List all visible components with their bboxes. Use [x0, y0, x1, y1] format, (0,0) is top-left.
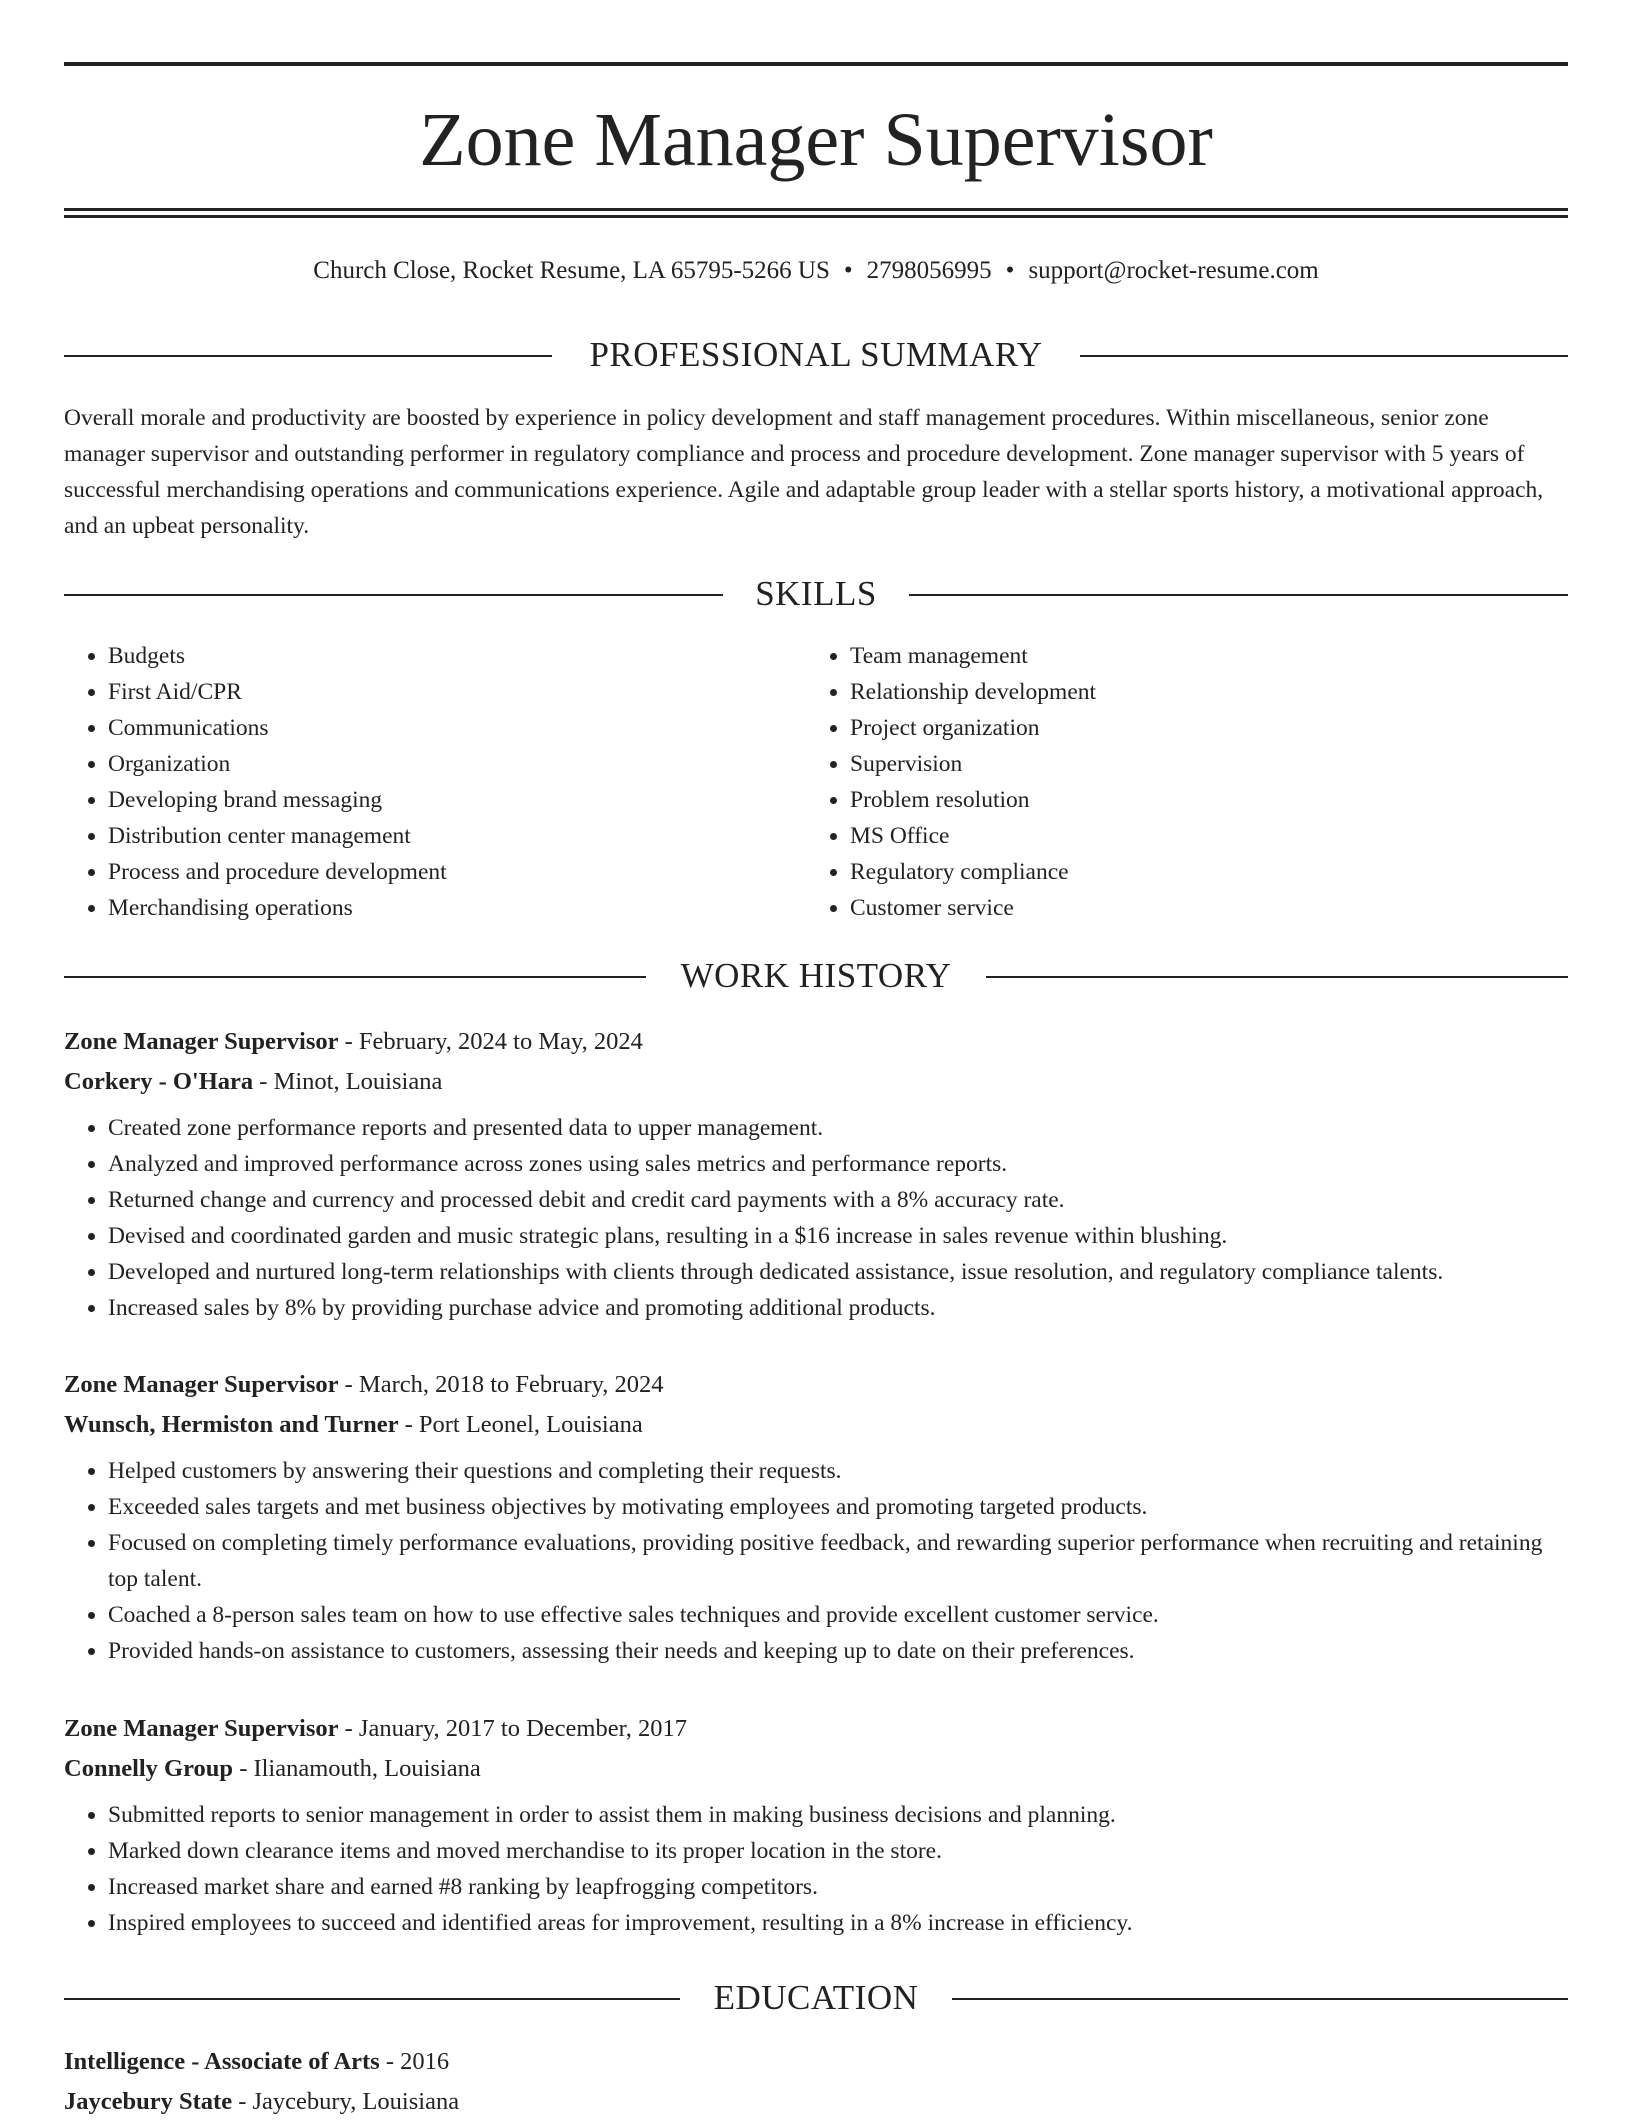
skill-item: • Team management [850, 638, 1096, 674]
heading-rule-right [986, 976, 1568, 978]
skill-item: • Communications [108, 710, 447, 746]
header-double-rule-bottom [64, 215, 1568, 218]
header-double-rule-top [64, 208, 1568, 211]
job-entry [64, 1365, 1568, 1669]
heading-rule-right [952, 1998, 1568, 2000]
job-bullet: • Created zone performance reports and presented data to upper management. [108, 1110, 1568, 1146]
summary-heading: PROFESSIONAL SUMMARY [589, 335, 1043, 374]
work-heading: WORK HISTORY [680, 956, 952, 995]
education-location: - Jaycebury, Louisiana [232, 2088, 460, 2115]
job-company: Corkery - O'Hara [64, 1068, 254, 1095]
job-title: Zone Manager Supervisor [64, 1371, 339, 1398]
job-bullet: • Provided hands-on assistance to customers, assessing their needs and keeping up to date on their preferences. [108, 1633, 1568, 1669]
work-heading-block [64, 956, 1568, 996]
job-company: Connelly Group [64, 1755, 234, 1782]
skill-item: • Relationship development [850, 674, 1096, 710]
job-bullet: • Developed and nurtured long-term relationships with clients through dedicated assistance, issue resolution, and regulatory compliance talents. [108, 1254, 1568, 1290]
job-bullet: • Analyzed and improved performance across zones using sales metrics and performance reports. [108, 1146, 1568, 1182]
education-year: - 2016 [379, 2048, 450, 2075]
candidate-name: Zone Manager Supervisor [419, 98, 1213, 182]
contact-phone: 2798056995 [866, 257, 992, 284]
job-title: Zone Manager Supervisor [64, 1028, 339, 1055]
job-bullet: • Returned change and currency and processed debit and credit card payments with a 8% accuracy rate. [108, 1182, 1568, 1218]
skill-item: • Process and procedure development [108, 854, 447, 890]
skill-item: • Organization [108, 746, 447, 782]
skill-item: • Supervision [850, 746, 1096, 782]
heading-rule-right [909, 594, 1568, 596]
top-rule [64, 62, 1568, 66]
education-degree: Intelligence - Associate of Arts [64, 2048, 380, 2075]
skill-item: • Customer service [850, 890, 1096, 926]
job-bullet: • Focused on completing timely performance evaluations, providing positive feedback, and rewarding superior performance when recruiting and retaining top talent. [108, 1525, 1568, 1597]
skill-item: • Developing brand messaging [108, 782, 447, 818]
job-location: - Port Leonel, Louisiana [398, 1411, 643, 1438]
skill-item: • First Aid/CPR [108, 674, 447, 710]
job-bullet: • Submitted reports to senior management in order to assist them in making business decisions and planning. [108, 1797, 1568, 1833]
job-dates: - January, 2017 to December, 2017 [338, 1715, 687, 1742]
skills-list-left [64, 638, 447, 926]
job-dates: - February, 2024 to May, 2024 [338, 1028, 643, 1055]
skill-item: • Project organization [850, 710, 1096, 746]
contact-separator: • [1005, 257, 1015, 284]
job-bullet: • Marked down clearance items and moved merchandise to its proper location in the store. [108, 1833, 1568, 1869]
education-entry [64, 2042, 1568, 2122]
job-bullet: • Inspired employees to succeed and identified areas for improvement, resulting in a 8% increase in efficiency. [108, 1905, 1568, 1941]
skills-heading: SKILLS [755, 574, 877, 613]
summary-text: Overall morale and productivity are boosted by experience in policy development and staff management procedures. Within miscellaneous, senior zone manager supervisor and outstanding performer in regulatory compliance and process and procedure development. Zone manager supervisor with 5 years of successful merchandising operations and communications experience. Agile and adaptable group leader with a stellar sports history, a motivational approach, and an upbeat personality. [64, 405, 1544, 539]
job-bullet: • Coached a 8-person sales team on how to use effective sales techniques and provide excellent customer service. [108, 1597, 1568, 1633]
job-location: - Minot, Louisiana [253, 1068, 443, 1095]
job-bullets [64, 1797, 1568, 1941]
job-bullet: • Devised and coordinated garden and music strategic plans, resulting in a $16 increase in sales revenue within blushing. [108, 1218, 1568, 1254]
job-bullet: • Increased sales by 8% by providing purchase advice and promoting additional products. [108, 1290, 1568, 1326]
skill-item: • MS Office [850, 818, 1096, 854]
skill-item: • Budgets [108, 638, 447, 674]
job-title: Zone Manager Supervisor [64, 1715, 339, 1742]
contact-separator: • [843, 257, 853, 284]
skill-item: • Problem resolution [850, 782, 1096, 818]
job-company: Wunsch, Hermiston and Turner [64, 1411, 399, 1438]
skill-item: • Regulatory compliance [850, 854, 1096, 890]
job-bullet: • Increased market share and earned #8 ranking by leapfrogging competitors. [108, 1869, 1568, 1905]
job-entry [64, 1709, 1568, 1941]
education-heading: EDUCATION [713, 1978, 919, 2017]
education-heading-block [64, 1978, 1568, 2018]
job-dates: - March, 2018 to February, 2024 [338, 1371, 664, 1398]
skills-heading-block [64, 574, 1568, 614]
education-school: Jaycebury State [64, 2088, 233, 2115]
contact-line [64, 254, 1568, 288]
contact-email: support@rocket-resume.com [1028, 257, 1319, 284]
job-bullets [64, 1453, 1568, 1669]
heading-rule-right [1080, 355, 1568, 357]
skill-item: • Merchandising operations [108, 890, 447, 926]
skills-list-right [806, 638, 1096, 926]
summary-heading-block [64, 335, 1568, 375]
job-bullets [64, 1110, 1568, 1326]
job-entry [64, 1022, 1568, 1326]
contact-address: Church Close, Rocket Resume, LA 65795-5266 US [313, 257, 830, 284]
job-location: - Ilianamouth, Louisiana [233, 1755, 481, 1782]
skill-item: • Distribution center management [108, 818, 447, 854]
job-bullet: • Helped customers by answering their questions and completing their requests. [108, 1453, 1568, 1489]
job-bullet: • Exceeded sales targets and met business objectives by motivating employees and promoting targeted products. [108, 1489, 1568, 1525]
